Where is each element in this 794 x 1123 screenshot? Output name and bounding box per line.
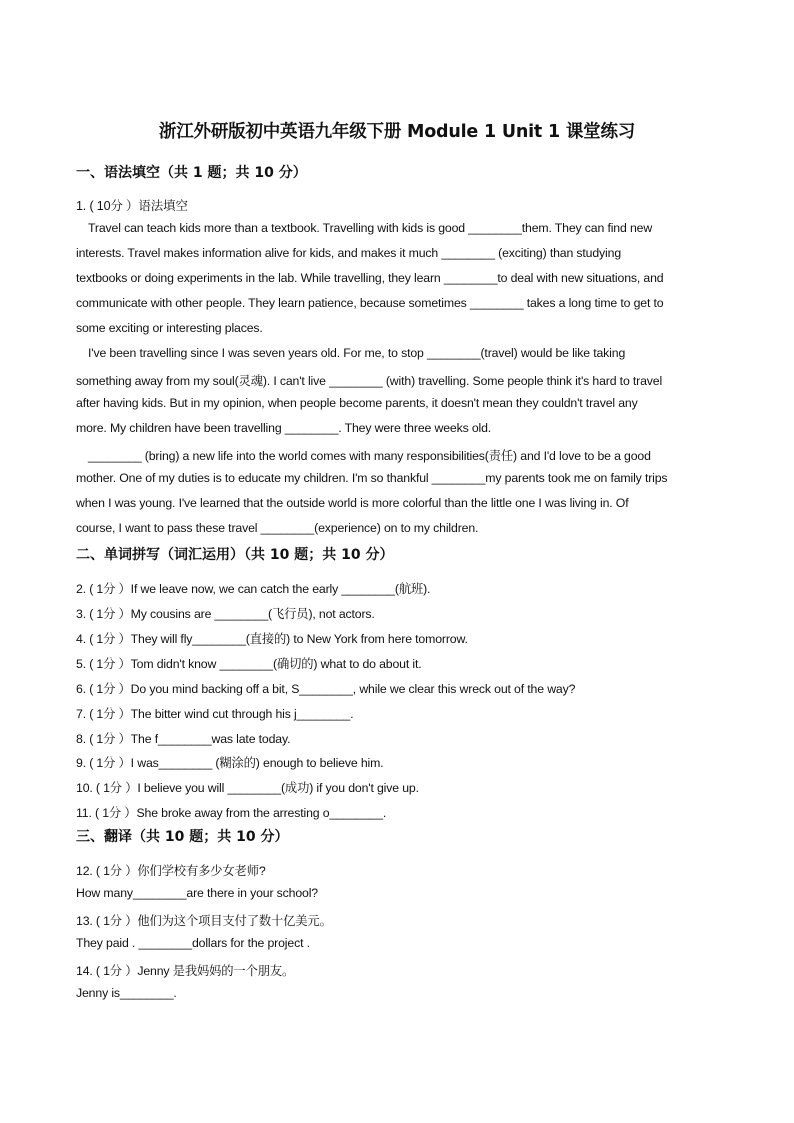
passage-line: after having kids. But in my opinion, when people become parents, it doesn't mean they couldn't travel any — [76, 396, 638, 410]
passage-line: more. My children have been travelling ________. They were three weeks old. — [76, 421, 492, 435]
passage-line: something away from my soul(灵魂). I can't live ________ (with) travelling. Some people think it's hard to travel — [76, 374, 663, 388]
question-item: 14. ( 1分 ）Jenny 是我妈妈的一个朋友。 — [76, 964, 295, 978]
question-1-heading: 1. ( 10分 ）语法填空 — [76, 199, 188, 213]
question-answer-line: Jenny is________. — [76, 986, 177, 1000]
question-item: 5. ( 1分 ）Tom didn't know ________(确切的) what to do about it. — [76, 657, 422, 671]
question-answer-line: They paid . ________dollars for the project . — [76, 936, 310, 950]
section-heading-grammar: 一、语法填空（共 1 题；共 10 分） — [76, 165, 307, 181]
passage-line: mother. One of my duties is to educate my children. I'm so thankful ________my parents took me on family trips — [76, 471, 668, 485]
question-item: 11. ( 1分 ）She broke away from the arresting o________. — [76, 806, 387, 820]
section-heading-translation: 三、翻译（共 10 题；共 10 分） — [76, 829, 289, 845]
passage-line: communicate with other people. They learn patience, because sometimes ________ takes a long time to get to — [76, 296, 664, 310]
question-item: 7. ( 1分 ）The bitter wind cut through his j________. — [76, 707, 354, 721]
passage-line: when I was young. I've learned that the outside world is more colorful than the little one I was living in. Of — [76, 496, 629, 510]
question-item: 10. ( 1分 ）I believe you will ________(成功) if you don't give up. — [76, 781, 419, 795]
question-item: 2. ( 1分 ）If we leave now, we can catch the early ________(航班). — [76, 582, 431, 596]
passage-line: some exciting or interesting places. — [76, 321, 263, 335]
question-item: 3. ( 1分 ）My cousins are ________(飞行员), not actors. — [76, 607, 375, 621]
passage-line: textbooks or doing experiments in the lab. While travelling, they learn ________to deal with new situations, and — [76, 271, 664, 285]
passage-line: Travel can teach kids more than a textbook. Travelling with kids is good ________them. They can find new — [88, 221, 653, 235]
passage-line: course, I want to pass these travel ________(experience) on to my children. — [76, 521, 479, 535]
question-item: 9. ( 1分 ）I was________ (糊涂的) enough to believe him. — [76, 756, 384, 770]
question-item: 6. ( 1分 ）Do you mind backing off a bit, S________, while we clear this wreck out of the way? — [76, 682, 576, 696]
question-item: 13. ( 1分 ）他们为这个项目支付了数十亿美元。 — [76, 914, 332, 928]
passage-line: interests. Travel makes information alive for kids, and makes it much ________ (exciting) than studying — [76, 246, 622, 260]
question-answer-line: How many________are there in your school? — [76, 886, 318, 900]
passage-line: ________ (bring) a new life into the world comes with many responsibilities(责任) and I'd love to be a good — [88, 449, 651, 463]
passage-line: I've been travelling since I was seven years old. For me, to stop ________(travel) would be like taking — [88, 346, 626, 360]
question-item: 12. ( 1分 ）你们学校有多少女老师? — [76, 864, 266, 878]
page-title: 浙江外研版初中英语九年级下册 Module 1 Unit 1 课堂练习 — [158, 122, 636, 142]
section-heading-spelling: 二、单词拼写（词汇运用）（共 10 题；共 10 分） — [76, 547, 394, 563]
question-item: 4. ( 1分 ）They will fly________(直接的) to New York from here tomorrow. — [76, 632, 468, 646]
question-item: 8. ( 1分 ）The f________was late today. — [76, 732, 291, 746]
